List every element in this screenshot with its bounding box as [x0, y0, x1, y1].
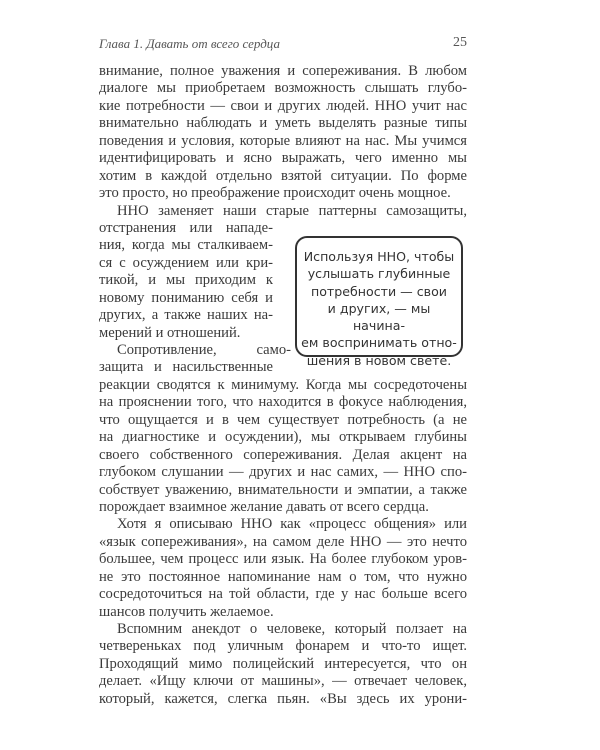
pull-quote-line: услышать глубинные — [307, 266, 451, 282]
text-line: Проходящий мимо полицейский интересуется, что он — [99, 655, 467, 672]
pull-quote-line: потребности — свои — [310, 283, 447, 299]
text-line: на диагностике и осуждении), мы открываем глубины — [99, 429, 467, 446]
paragraph — [99, 63, 467, 203]
text-line: большее, чем процесс или язык. На более глубоком уров- — [99, 551, 467, 568]
body-text — [99, 63, 467, 708]
text-line: на прояснении того, что находится в фокусе наблюдения, — [99, 394, 467, 411]
text-line: кие потребности — свои и других людей. ННО учит нас — [99, 97, 467, 114]
pull-quote-line: и других, — мы начина- — [327, 300, 431, 334]
text-line: четвереньках под уличным фонарем и что-то ищет. — [99, 638, 467, 655]
paragraph — [99, 621, 467, 708]
text-line: защита и насильственные — [99, 359, 273, 376]
text-line: внимание, полное уважения и сопереживания. В любом — [99, 63, 467, 79]
text-line: шансов получить желаемое. — [99, 603, 274, 620]
pull-quote-line: Используя ННО, чтобы — [303, 249, 455, 264]
text-line: собствует уважению, внимательности и эмпатии, а также — [99, 481, 467, 498]
text-line: других, а также наших на- — [99, 307, 273, 324]
text-line: делает. «Ищу ключи от машины», — отвечает человек, — [99, 673, 467, 690]
text-line: тикой, и мы приходим к — [99, 272, 273, 289]
text-line: не это постоянное напоминание нам о том, что нужно — [99, 568, 467, 585]
page-number: 25 — [453, 35, 467, 50]
text-line: хотим в каждой отдельно взятой ситуации. По форме — [99, 167, 467, 184]
text-line: диалоге мы приобретаем возможность слышать глубо- — [99, 80, 467, 97]
paragraph — [99, 516, 467, 621]
text-line: ся с осуждением или кри- — [99, 254, 273, 271]
text-line: идентифицировать и ясно выражать, чего именно мы — [99, 150, 467, 167]
text-line: поведения и условия, которые влияют на нас. Мы учимся — [99, 132, 467, 149]
text-line: реакции сводятся к минимуму. Когда мы сосредоточены — [99, 376, 467, 393]
text-line: который, кажется, слегка пьян. «Вы здесь их урони- — [99, 690, 467, 707]
text-line: порождает взаимное желание давать от всего сердца. — [99, 498, 429, 515]
running-head: Глава 1. Давать от всего сердца — [99, 36, 280, 51]
text-line: глубоком слушании — других и нас самих, — ННО спо- — [99, 464, 467, 481]
text-line: сосредоточиться на той области, где у нас больше всего — [99, 586, 467, 603]
text-line: ННО заменяет наши старые паттерны самозащиты, — [117, 202, 467, 219]
text-line: «язык сопереживания», на самом деле ННО — это нечто — [99, 533, 467, 550]
text-line: внимательно наблюдать и уметь выделять разные типы — [99, 115, 467, 132]
text-line: ния, когда мы сталкиваем- — [99, 237, 273, 254]
text-line: Сопротивление, само- — [117, 342, 291, 358]
pull-quote-line: ем воспринимать отно- — [301, 335, 457, 351]
text-line: Вспомним анекдот о человеке, который ползает на — [117, 621, 467, 637]
text-line: отстранения или нападе- — [99, 219, 273, 236]
text-line: мерений и отношений. — [99, 324, 241, 341]
text-line: Хотя я описываю ННО как «процесс общения» или — [117, 516, 467, 533]
pull-quote-line: шения в новом свете. — [306, 352, 452, 368]
text-line: это просто, но преображение происходит очень мощное. — [99, 185, 451, 202]
pull-quote-box — [295, 236, 463, 368]
text-line: новому пониманию себя и — [99, 289, 273, 306]
text-line: своего собственного сопереживания. Делая акцент на — [99, 446, 467, 463]
text-line: что ощущается и в чем существует потребность (а не — [99, 411, 467, 428]
